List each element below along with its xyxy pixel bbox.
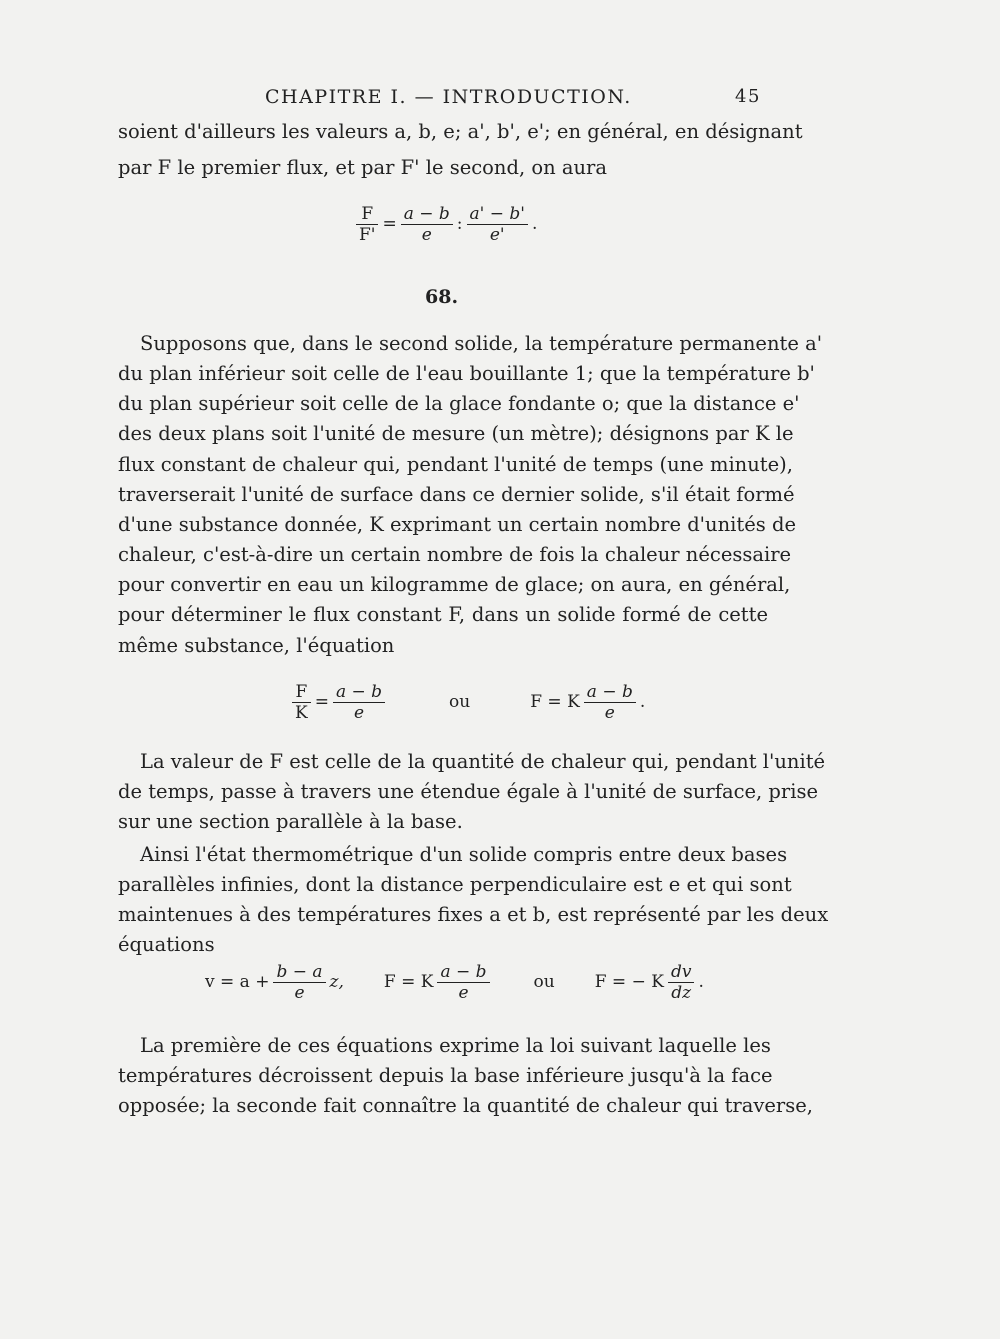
text-line: Supposons que, dans le second solide, la température permanente a' [140, 332, 823, 355]
text-line: soient d'ailleurs les valeurs a, b, e; a', b', e'; en général, en désignant [118, 120, 803, 143]
text-line: même substance, l'équation [118, 634, 395, 657]
text-line: La valeur de F est celle de la quantité de chaleur qui, pendant l'unité [140, 750, 826, 773]
text-line: d'une substance donnée, K exprimant un certain nombre d'unités de [118, 513, 796, 536]
text-line: opposée; la seconde fait connaître la quantité de chaleur qui traverse, [118, 1094, 814, 1117]
text-line: parallèles infinies, dont la distance perpendiculaire est e et qui sont [118, 873, 792, 896]
text-line: de temps, passe à travers une étendue égale à l'unité de surface, prise [118, 780, 819, 803]
equation-temperature-state: v = a + $\frac{b - a}{e}$ z, F = K $\frac{a - b}{e}$ ou F = − K $\frac{dv}{dz}$ . [205, 962, 704, 1003]
chapter-title: CHAPITRE I. — INTRODUCTION. [265, 86, 632, 108]
text-line: du plan inférieur soit celle de l'eau bouillante 1; que la température b' [118, 362, 815, 385]
text-line: Ainsi l'état thermométrique d'un solide compris entre deux bases [140, 843, 788, 866]
text-line: des deux plans soit l'unité de mesure (un mètre); désignons par K le [118, 422, 794, 445]
page-number: 45 [735, 86, 761, 107]
text-line: du plan supérieur soit celle de la glace fondante o; que la distance e' [118, 392, 800, 415]
text-line: flux constant de chaleur qui, pendant l'unité de temps (une minute), [118, 453, 793, 476]
text-line: chaleur, c'est-à-dire un certain nombre de fois la chaleur nécessaire [118, 543, 792, 566]
section-number: 68. [425, 286, 459, 308]
equation-flux-constant: $\frac{F}{K}$ = $\frac{a - b}{e}$ ou F = K $\frac{a - b}{e}$ . [288, 682, 645, 723]
text-line: traverserait l'unité de surface dans ce dernier solide, s'il était formé [118, 483, 795, 506]
running-header [265, 86, 765, 108]
text-line: pour déterminer le flux constant F, dans un solide formé de cette [118, 603, 768, 626]
text-line: maintenues à des températures fixes a et b, est représenté par les deux [118, 903, 829, 926]
text-line: équations [118, 933, 215, 956]
text-line: par F le premier flux, et par F' le second, on aura [118, 156, 607, 179]
text-line: températures décroissent depuis la base inférieure jusqu'à la face [118, 1064, 773, 1087]
text-line: La première de ces équations exprime la loi suivant laquelle les [140, 1034, 771, 1057]
equation-flux-ratio: $\frac{F}{F'}$ = $\frac{a - b}{e}$ : $\frac{a' - b'}{e'}$ . [352, 204, 537, 245]
text-line: pour convertir en eau un kilogramme de glace; on aura, en général, [118, 573, 791, 596]
text-line: sur une section parallèle à la base. [118, 810, 463, 833]
